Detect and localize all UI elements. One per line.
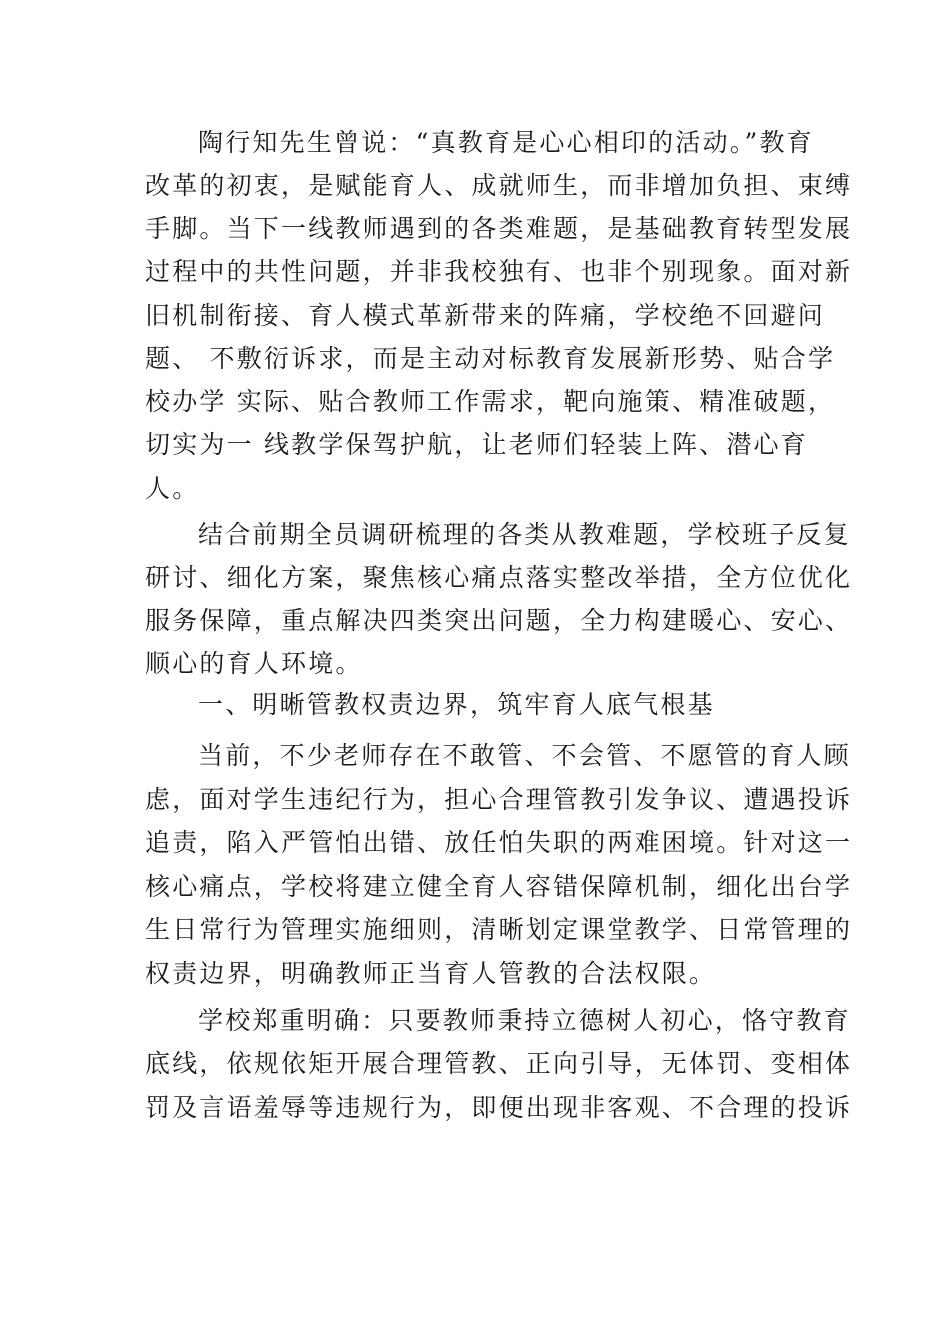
text-line: 校办学 实际、贴合教师工作需求，靶向施策、精准破题，: [145, 387, 836, 416]
section-heading: 一、明晰管教权责边界，筑牢育人底气根基: [198, 690, 715, 719]
text-line: 研讨、细化方案，聚焦核心痛点落实整改举措，全方位优化: [145, 563, 853, 592]
text-line: 服务保障，重点解决四类突出问题，全力构建暖心、安心、: [145, 606, 853, 635]
text-line: 底线，依规依矩开展合理管教、正向引导，无体罚、变相体: [145, 1049, 853, 1078]
text-line: 生日常行为管理实施细则，清晰划定课堂教学、日常管理的: [145, 915, 853, 944]
text-line: 过程中的共性问题，并非我校独有、也非个别现象。面对新: [145, 257, 853, 286]
text-line: 学校郑重明确：只要教师秉持立德树人初心，恪守教育: [198, 1006, 851, 1035]
text-line: 核心痛点，学校将建立健全育人容错保障机制，细化出台学: [145, 872, 853, 901]
text-line: 旧机制衔接、育人模式革新带来的阵痛，学校绝不回避问: [145, 301, 826, 330]
text-line: 人。: [145, 474, 200, 503]
text-line: 追责，陷入严管怕出错、放任怕失职的两难困境。针对这一: [145, 828, 853, 857]
text-line: 题、 不敷衍诉求，而是主动对标教育发展新形势、贴合学: [145, 344, 836, 373]
text-line: 权责边界，明确教师正当育人管教的合法权限。: [145, 959, 717, 988]
text-line: 虑，面对学生违纪行为，担心合理管教引发争议、遭遇投诉: [145, 785, 853, 814]
text-line: 手脚。当下一线教师遇到的各类难题，是基础教育转型发展: [145, 214, 853, 243]
text-line: 切实为一 线教学保驾护航，让老师们轻装上阵、潜心育: [145, 430, 808, 459]
text-line: 罚及言语羞辱等违规行为，即便出现非客观、不合理的投诉: [145, 1093, 853, 1122]
text-line: 顺心的育人环境。: [145, 649, 363, 678]
text-line: 陶行知先生曾说：“真教育是心心相印的活动。”教育: [198, 128, 814, 157]
text-line: 结合前期全员调研梳理的各类从教难题，学校班子反复: [198, 520, 851, 549]
text-line: 改革的初衷，是赋能育人、成就师生，而非增加负担、束缚: [145, 171, 853, 200]
text-line: 当前，不少老师存在不敢管、不会管、不愿管的育人顾: [198, 741, 851, 770]
